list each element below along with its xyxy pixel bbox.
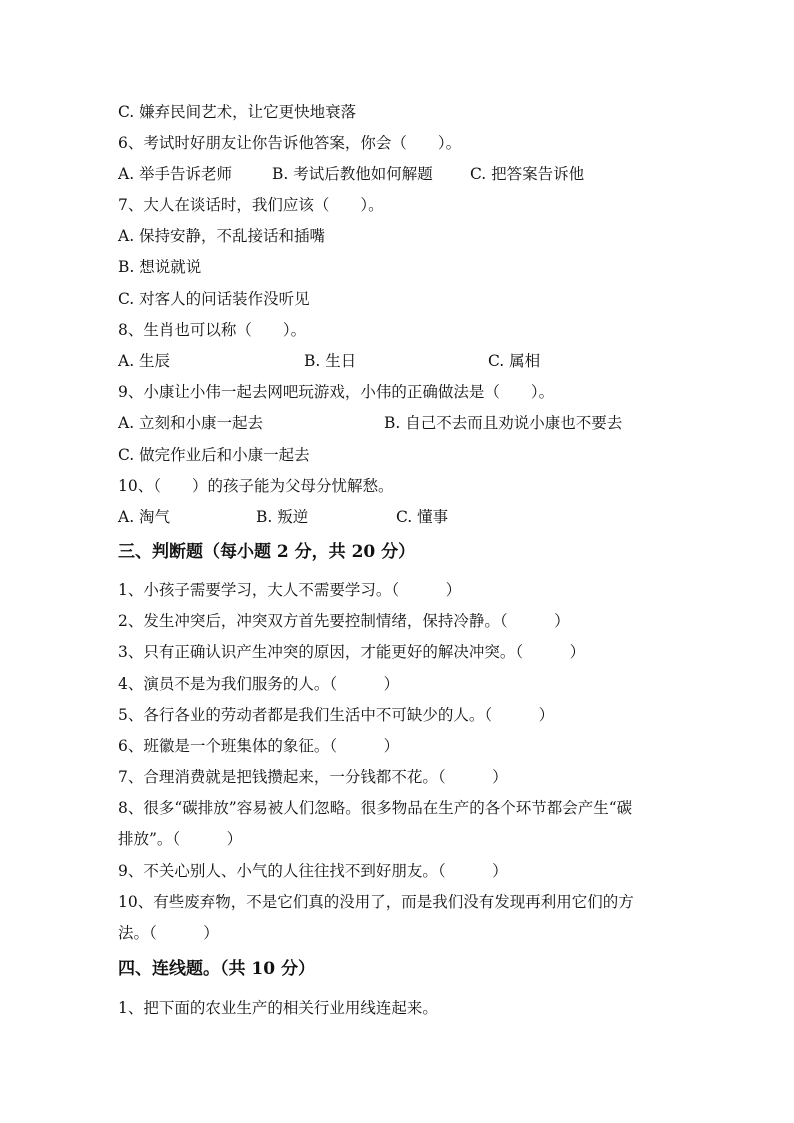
section3-item: 5、各行各业的劳动者都是我们生活中不可缺少的人。（ ）: [118, 706, 555, 724]
section4-q1: 1、把下面的农业生产的相关行业用线连起来。: [118, 999, 438, 1017]
section3-item: 4、演员不是为我们服务的人。（ ）: [118, 675, 400, 693]
section3-item: 7、合理消费就是把钱攒起来，一分钱都不花。（ ）: [118, 768, 508, 786]
q7-stem: 7、大人在谈话时，我们应该（ ）。: [118, 196, 384, 214]
q9-option-c: C. 做完作业后和小康一起去: [118, 446, 310, 464]
q9-option-b: B. 自己不去而且劝说小康也不要去: [384, 414, 623, 432]
q8-option-a: A. 生辰: [118, 352, 171, 370]
q8-stem: 8、生肖也可以称（ ）。: [118, 321, 307, 339]
q10-option-b: B. 叛逆: [256, 508, 309, 526]
section3-item: 8、很多“碳排放”容易被人们忽略。很多物品在生产的各个环节都会产生“碳: [118, 799, 633, 817]
section3-item-continued: 法。（ ）: [118, 924, 219, 942]
q6-stem: 6、考试时好朋友让你告诉他答案，你会（ ）。: [118, 134, 462, 152]
q6-option-b: B. 考试后教他如何解题: [272, 165, 433, 183]
section3-item: 1、小孩子需要学习，大人不需要学习。（ ）: [118, 581, 462, 599]
q7-option-a: A. 保持安静，不乱接话和插嘴: [118, 227, 326, 245]
q7-option-c: C. 对客人的问话装作没听见: [118, 290, 310, 308]
section3-item: 10、有些废弃物，不是它们真的没用了，而是我们没有发现再利用它们的方: [118, 893, 634, 911]
section3-title: 三、判断题（每小题 2 分，共 20 分）: [118, 542, 416, 562]
section3-item: 9、不关心别人、小气的人往往找不到好朋友。（ ）: [118, 862, 508, 880]
q5-option-c: C. 嫌弃民间艺术，让它更快地衰落: [118, 103, 357, 121]
section3-item-continued: 排放”。（ ）: [118, 830, 243, 848]
q6-option-a: A. 举手告诉老师: [118, 165, 233, 183]
section3-item: 6、班徽是一个班集体的象征。（ ）: [118, 737, 400, 755]
q10-option-a: A. 淘气: [118, 508, 171, 526]
section4-title: 四、连线题。（共 10 分）: [118, 959, 315, 979]
q8-option-c: C. 属相: [488, 352, 541, 370]
q6-option-c: C. 把答案告诉他: [470, 165, 585, 183]
section3-item: 3、只有正确认识产生冲突的原因，才能更好的解决冲突。（ ）: [118, 643, 586, 661]
q9-stem: 9、小康让小伟一起去网吧玩游戏，小伟的正确做法是（ ）。: [118, 383, 555, 401]
q10-stem: 10、（ ）的孩子能为父母分忧解愁。: [118, 477, 394, 495]
q10-option-c: C. 懂事: [396, 508, 449, 526]
q7-option-b: B. 想说就说: [118, 258, 202, 276]
q9-option-a: A. 立刻和小康一起去: [118, 414, 264, 432]
section3-item: 2、发生冲突后，冲突双方首先要控制情绪，保持冷静。（ ）: [118, 612, 570, 630]
q8-option-b: B. 生日: [304, 352, 357, 370]
